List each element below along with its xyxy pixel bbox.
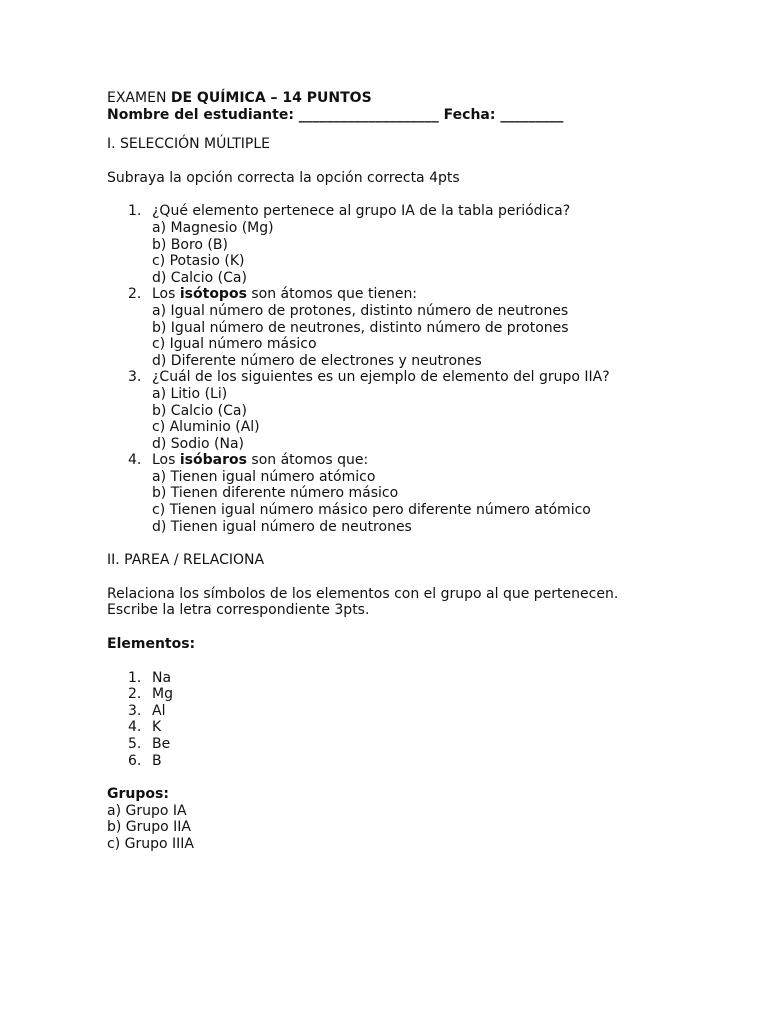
element-symbol: B [152,752,162,769]
section2-heading: II. PAREA / RELACIONA [107,552,265,569]
question-text-post: son átomos que: [246,452,369,469]
question-number: 2. [128,286,142,303]
question-text-bold: isótopos [179,286,247,303]
groups-heading: Grupos: [107,786,169,803]
answer-option: c) Potasio (K) [152,253,245,270]
answer-option: b) Boro (B) [152,236,228,253]
group-list [107,803,727,853]
answer-option: b) Calcio (Ca) [152,402,247,419]
answer-option: d) Sodio (Na) [152,435,245,452]
exam-document [107,90,727,853]
question-item [107,203,727,286]
element-symbol: K [152,719,162,736]
elements-heading: Elementos: [107,636,196,653]
question-number: 3. [128,369,142,386]
question-number: 1. [128,203,142,220]
answer-option: a) Magnesio (Mg) [152,219,274,236]
question-item [107,286,727,369]
element-item [107,703,727,720]
question-item [107,452,727,535]
question-text-bold: isóbaros [179,452,247,469]
element-item [107,670,727,687]
question-text-pre: Los [152,286,180,303]
element-number: 1. [128,669,142,686]
exam-title-prefix: EXAMEN [107,90,171,106]
group-item: c) Grupo IIIA [107,835,194,852]
element-number: 3. [128,702,142,719]
answer-option: b) Igual número de neutrones, distinto número de protones [152,319,569,336]
question-text [152,203,727,220]
exam-title-bold: DE QUÍMICA – 14 PUNTOS [170,90,372,106]
answer-option: a) Litio (Li) [152,385,228,402]
element-symbol: Be [152,736,171,752]
answer-option: c) Igual número másico [152,336,317,353]
section1-instructions: Subraya la opción correcta la opción correcta 4pts [107,169,460,186]
answer-option: c) Tienen igual número másico pero diferente número atómico [152,502,591,519]
element-item [107,686,727,703]
answer-option: c) Aluminio (Al) [152,419,260,436]
element-symbol: Mg [152,686,173,703]
exam-title [107,90,727,107]
section2-instructions-line1: Relaciona los símbolos de los elementos con el grupo al que pertenecen. [107,585,619,602]
section1-heading: I. SELECCIÓN MÚLTIPLE [107,136,270,153]
question-text [152,452,727,469]
question-text-pre: Los [152,452,180,469]
element-list [107,670,727,770]
answer-option: d) Calcio (Ca) [152,269,247,286]
element-item [107,736,727,753]
question-text-post: son átomos que tienen: [246,286,418,303]
question-item [107,369,727,452]
element-item [107,719,727,736]
question-text-pre: ¿Qué elemento pertenece al grupo IA de la tabla periódica? [152,203,571,220]
question-text [152,286,727,303]
element-symbol: Al [152,702,166,719]
answer-option: a) Igual número de protones, distinto número de neutrones [152,302,569,319]
question-number: 4. [128,452,142,469]
element-number: 6. [128,752,142,769]
question-text [152,369,727,386]
element-number: 4. [128,719,142,736]
group-item: a) Grupo IA [107,802,187,819]
element-item [107,753,727,770]
element-number: 2. [128,686,142,703]
element-number: 5. [128,736,142,752]
question-list [107,203,727,535]
answer-option: a) Tienen igual número atómico [152,468,376,485]
answer-option: d) Tienen igual número de neutrones [152,518,412,535]
group-item: b) Grupo IIA [107,819,192,836]
element-symbol: Na [152,669,172,686]
section2-instructions-line2: Escribe la letra correspondiente 3pts. [107,602,370,619]
answer-option: b) Tienen diferente número másico [152,485,399,502]
answer-option: d) Diferente número de electrones y neutrones [152,352,482,369]
question-text-pre: ¿Cuál de los siguientes es un ejemplo de elemento del grupo IIA? [152,369,610,386]
student-name-date-line: Nombre del estudiante: ____________________ Fecha: _________ [107,106,564,123]
